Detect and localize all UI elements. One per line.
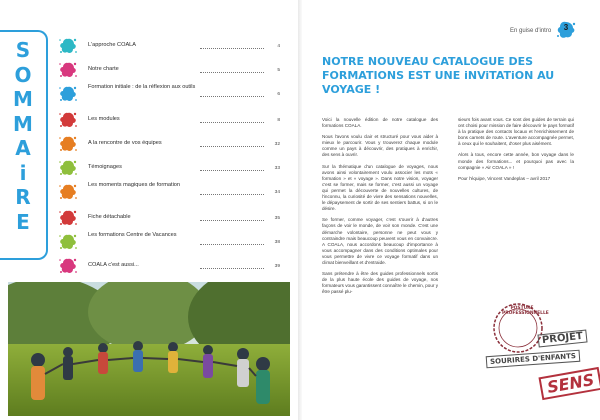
intro-paragraph: sieurs fois avant vous. Ce sont des guides de terrain qui ont choisi pour mission de faire découvrir le pays formatif à la pratique des contacts locaux et l'enrichissement de bons carnets de route. L'aventure accompagnée permet, à ceux qui le souhaitent, d'oser plus aisément. [458,117,574,147]
toc-leader-dots [200,244,264,245]
toc-page-number: 32 [274,142,280,147]
intro-paragraph: Voici la nouvelle édition de notre catalogue des formations COALA. [322,117,438,129]
toc-leader-dots [200,122,264,123]
toc-page-number: 6 [277,92,280,97]
page-number: 3 [563,23,569,32]
sommaire-letter: M [13,111,33,136]
toc-page-number: 5 [277,68,280,73]
toc-item-fiche-detachable[interactable] [58,208,280,228]
children-circle-photo [8,282,290,416]
paint-splat-icon [58,182,78,202]
toc-item-label: A la rencontre de vos équipes [88,140,162,146]
intro-column-1 [322,117,438,300]
toc-leader-dots [200,170,264,171]
paint-splat-icon [58,84,78,104]
paint-splat-icon [58,110,78,130]
toc-page-number: 35 [274,216,280,221]
toc-item-label: Les modules [88,116,120,122]
toc-item-label: Les moments magiques de formation [88,182,181,188]
intro-signature: Pour l'équipe, Vincent Vandeplas – avril 2017 [458,175,551,181]
toc-item-approche[interactable] [58,36,280,56]
paint-splat-icon [58,208,78,228]
paint-splat-icon [58,232,78,252]
toc-page-number: 34 [274,190,280,195]
toc-item-label: Formation initiale : de la réflexion aux outils [88,84,196,90]
toc-leader-dots [200,194,264,195]
toc-page-number: 39 [274,264,280,269]
toc-item-formation-initiale[interactable] [58,84,280,104]
toc-item-label: COALA c'est aussi... [88,262,139,268]
paint-splat-icon [58,134,78,154]
toc-leader-dots [200,268,264,269]
intro-paragraph: Alors à tous, encore cette année, bon voyage dans le monde des formations... et pourquoi pas avec la compagnie « Air COALA » ! [458,152,574,170]
toc-item-label: Les formations Centre de Vacances [88,232,177,238]
sommaire-letter: i [19,160,27,185]
toc-page-number: 38 [274,240,280,245]
intro-headline: NOTRE NOUVEAU CATALOGUE DES FORMATIONS EST UNE iNViTATiON AU VOYAGE ! [322,55,555,96]
page-gutter [298,0,302,420]
paint-splat-icon [58,60,78,80]
sommaire-letter: M [13,87,33,111]
toc-item-rencontre[interactable] [58,134,280,154]
toc-leader-dots [200,72,264,73]
intro-paragraph: Sans prétendre à être des guides professionnels sortis de la plus haute école des guides de voyage, nos formateurs vous garantissent connaître le chemin, pour y être passé plu- [322,271,438,295]
intro-paragraph: Sur la thématique d'un catalogue de voyages, nous avons ainsi volontairement voulu associer les mots « formation » et « voyage ». Dans notre vision, voyager c'est se former, mais se former, c'est aussi un voyage qui permet la découverte de nouvelles cultures, de l'inconnu, la curiosité de vivre des sensations nouvelles, le dépaysement de sortir de ses sentiers battus, si on le désire. [322,163,438,212]
passport-stamps [468,298,596,414]
toc-item-label: Témoignages [88,164,122,170]
toc-page-number: 8 [277,118,280,123]
toc-item-coala-aussi[interactable] [58,256,280,276]
toc-item-label: Notre charte [88,66,119,72]
toc-leader-dots [200,146,264,147]
sommaire-letter: A [15,136,31,160]
toc-leader-dots [200,48,264,49]
toc-item-temoignages[interactable] [58,158,280,178]
stamp-projet: PROJET [537,329,587,347]
toc-item-label: Fiche détachable [88,214,131,220]
sommaire-letter: O [14,62,32,87]
stamp-posture-text: POSTURE PROFESSIONNELLE [502,306,549,316]
toc-item-modules[interactable] [58,110,280,130]
toc-leader-dots [200,96,264,97]
stamp-sourires: SOURIRES D'ENFANTS [486,350,581,369]
sommaire-letter: E [16,209,30,234]
intro-paragraph: Se former, comme voyager, c'est s'ouvrir à d'autres façons de voir le monde, de voir son monde. C'est une démarche volontaire, personne ne peut vous y contraindre mais beaucoup peuvent vous en convaincre. A COALA, nous accordons beaucoup d'importance à vous accompagner dans des conditions optimales pour vous permettre de vivre ce voyage formatif dans un climat bienveillant et d'entraide. [322,217,438,265]
section-label: En guise d'intro [510,28,552,34]
sommaire-vertical-title [0,30,48,260]
toc-item-charte[interactable] [58,60,280,80]
sommaire-letter: R [15,185,31,209]
intro-column-2 [458,117,574,187]
toc-page-number: 4 [277,44,280,49]
toc-item-label: L'approche COALA [88,42,137,48]
sommaire-letter: S [15,38,31,62]
toc-page-number: 33 [274,166,280,171]
paint-splat-icon [58,256,78,276]
toc-item-moments-magiques[interactable] [58,182,280,202]
paint-splat-icon [58,36,78,56]
toc-leader-dots [200,220,264,221]
stamp-sens: SENS [538,367,600,400]
page-number-badge [556,20,576,40]
toc-item-centre-vacances[interactable] [58,232,280,252]
intro-paragraph: Nous l'avons voulu clair et structuré pour vous aider à mieux le parcourir. Vous y trouverez chaque module comme un pays à découvrir, des pratiques à enrichir, des sens à ouvrir. [322,134,438,158]
paint-splat-icon [58,158,78,178]
